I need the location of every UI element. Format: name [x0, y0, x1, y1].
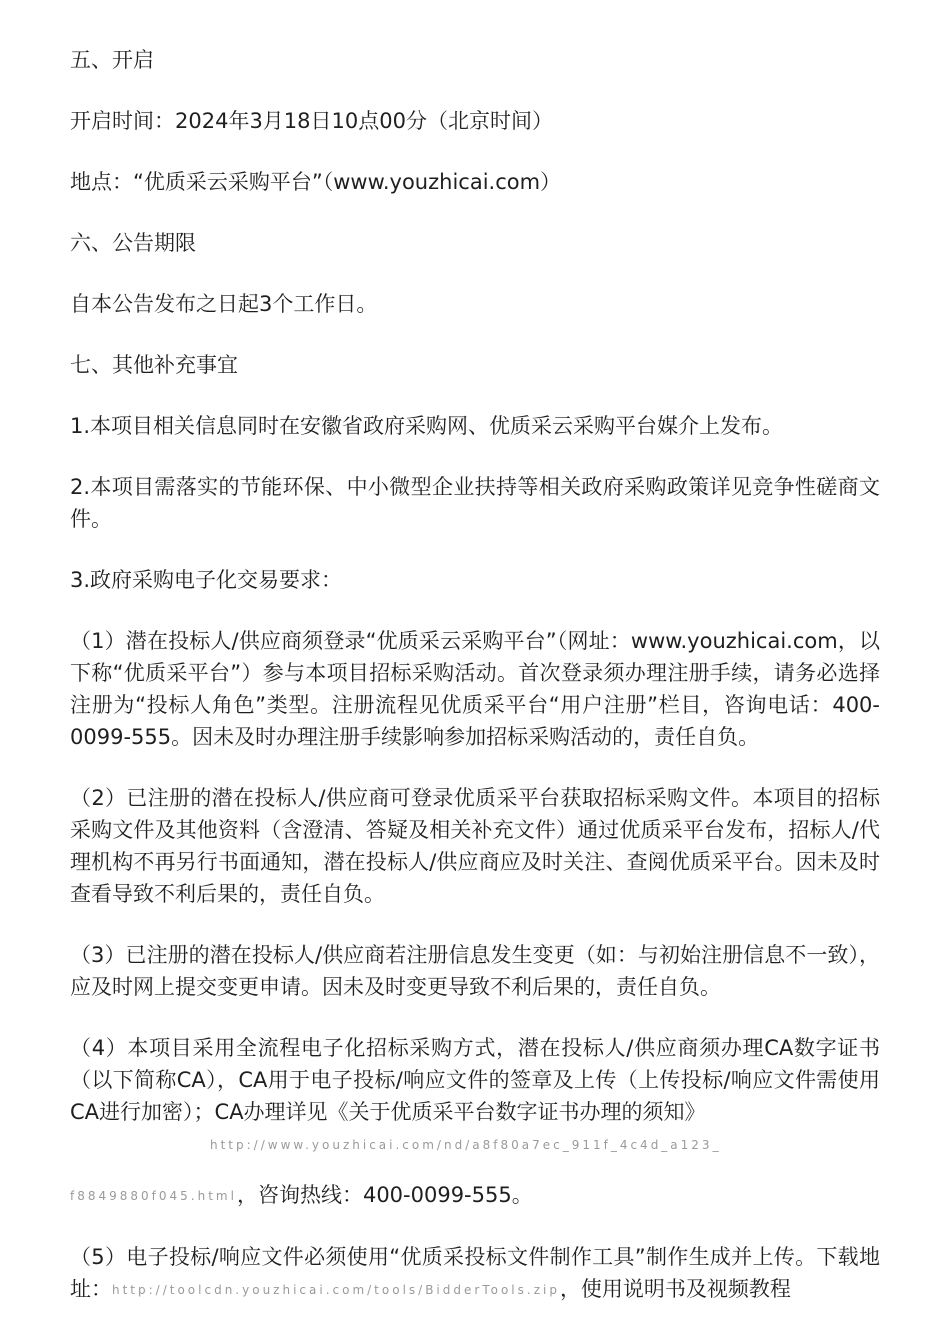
ca-guide-link[interactable]: http://www.youzhicai.com/nd/a8f80a7ec_911f_4c4d_a123_	[210, 1138, 722, 1152]
other-item-1: 1.本项目相关信息同时在安徽省政府采购网、优质采云采购平台媒介上发布。	[70, 414, 784, 438]
requirement-4-text: （4）本项目采用全流程电子化招标采购方式，潜在投标人/供应商须办理CA数字证书（以下简称CA），CA用于电子投标/响应文件的签章及上传（上传投标/响应文件需使用CA进行加密）；CA办理详见《关于优质采平台数字证书办理的须知》	[70, 1036, 880, 1124]
requirement-4	[70, 1032, 880, 1161]
opening-time: 开启时间：2024年3月18日10点00分（北京时间）	[70, 109, 553, 133]
requirement-5-text: （5）电子投标/响应文件必须使用“优质采投标文件制作工具”制作生成并上传。下载地址：	[70, 1245, 880, 1301]
requirement-4-cont	[70, 1179, 880, 1212]
requirement-1: （1）潜在投标人/供应商须登录“优质采云采购平台”（网址：www.youzhicai.com，以下称“优质采平台”）参与本项目招标采购活动。首次登录须办理注册手续，请务必选择注册为“投标人角色”类型。注册流程见优质采平台“用户注册”栏目，咨询电话：400-0099-555。因未及时办理注册手续影响参加招标采购活动的，责任自负。	[70, 629, 880, 749]
ca-guide-link-cont[interactable]: f8849880f045.html	[70, 1189, 237, 1203]
requirement-5-tail: ，使用说明书及视频教程	[559, 1277, 791, 1301]
other-item-3: 3.政府采购电子化交易要求：	[70, 568, 343, 592]
section-heading-opening: 五、开启	[70, 48, 154, 72]
section-heading-other: 七、其他补充事宜	[70, 353, 238, 377]
opening-place: 地点：“优质采云采购平台”（www.youzhicai.com）	[70, 170, 562, 194]
notice-period-text: 自本公告发布之日起3个工作日。	[70, 292, 378, 316]
section-heading-notice-period: 六、公告期限	[70, 231, 196, 255]
requirement-3: （3）已注册的潜在投标人/供应商若注册信息发生变更（如：与初始注册信息不一致），应及时网上提交变更申请。因未及时变更导致不利后果的，责任自负。	[70, 943, 880, 999]
tool-download-link[interactable]: http://toolcdn.youzhicai.com/tools/BidderTools.zip	[112, 1283, 560, 1297]
other-item-2: 2.本项目需落实的节能环保、中小微型企业扶持等相关政府采购政策详见竞争性磋商文件。	[70, 475, 880, 531]
requirement-2: （2）已注册的潜在投标人/供应商可登录优质采平台获取招标采购文件。本项目的招标采购文件及其他资料（含澄清、答疑及相关补充文件）通过优质采平台发布，招标人/代理机构不再另行书面通知，潜在投标人/供应商应及时关注、查阅优质采平台。因未及时查看导致不利后果的，责任自负。	[70, 786, 880, 906]
requirement-5	[70, 1241, 880, 1306]
requirement-4-tail: ，咨询热线：400-0099-555。	[236, 1183, 533, 1207]
